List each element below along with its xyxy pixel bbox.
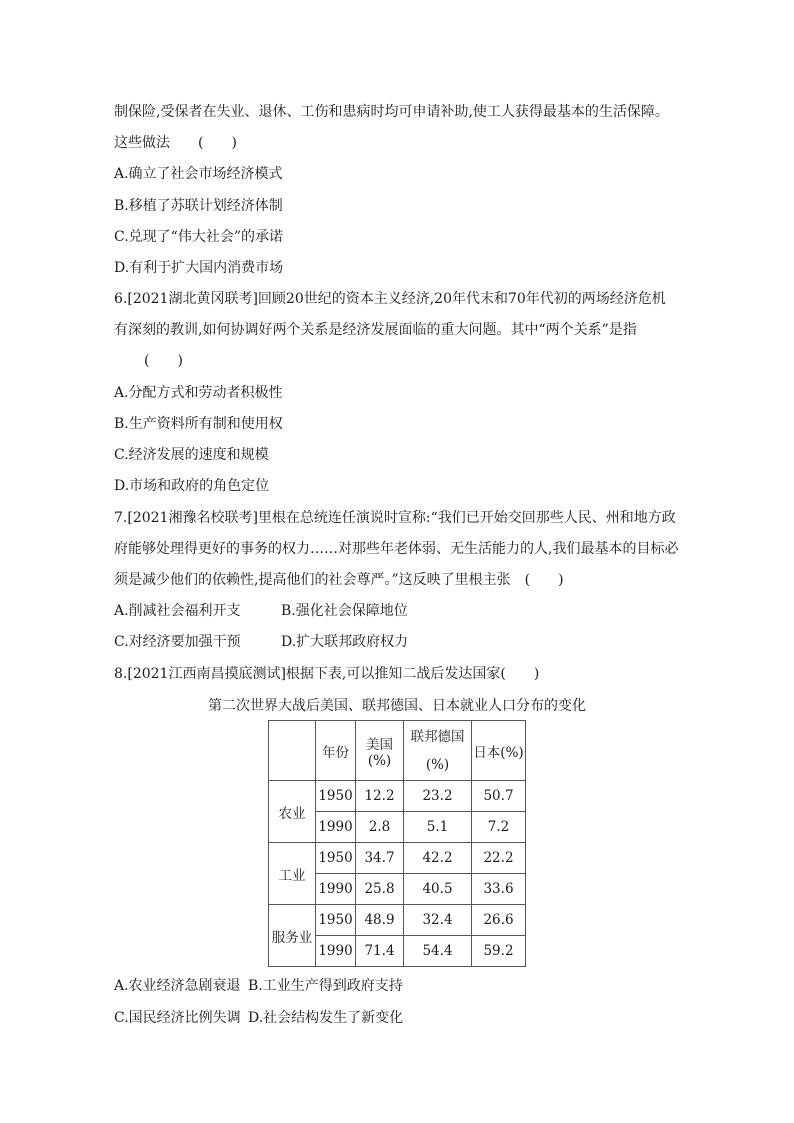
option-b: B.强化社会保障地位 [281, 603, 408, 619]
table-cell: 23.2 [404, 781, 472, 812]
table-cell: 33.6 [472, 874, 526, 905]
option-b: B.移植了苏联计划经济体制 [114, 198, 283, 214]
question-8-text: 8.[2021江西南昌摸底测试]根据下表,可以推知二战后发达国家( ) [114, 666, 540, 682]
option-c: C.经济发展的速度和规模 [114, 447, 269, 463]
option-c: C.兑现了“伟大社会”的承诺 [114, 229, 283, 245]
option-a: A.削减社会福利开支 [114, 603, 241, 619]
sector-cell: 农业 [269, 781, 316, 843]
table-caption: 第二次世界大战后美国、联邦德国、日本就业人口分布的变化 [208, 698, 586, 714]
question-7-text: 府能够处理得更好的事务的权力……对那些年老体弱、无生活能力的人,我们最基本的目标必 [114, 541, 679, 557]
table-cell: 1950 [316, 905, 356, 936]
table-cell: 1950 [316, 781, 356, 812]
question-6-text: 有深刻的教训,如何协调好两个关系是经济发展面临的重大问题。其中“两个关系”是指 [114, 322, 637, 338]
table-cell: 12.2 [356, 781, 404, 812]
table-cell: 54.4 [404, 936, 472, 967]
question-text: 制保险,受保者在失业、退休、工伤和患病时均可申请补助,使工人获得最基本的生活保障。 [114, 104, 669, 120]
table-cell: 1990 [316, 812, 356, 843]
option-d: D.有利于扩大国内消费市场 [114, 260, 284, 276]
table-cell: 1990 [316, 936, 356, 967]
table-row [269, 843, 526, 874]
option-c: C.国民经济比例失调 [114, 1010, 241, 1026]
sector-cell: 服务业 [269, 905, 316, 967]
header-cell: 联邦德国(%) [404, 721, 472, 781]
table-cell: 2.8 [356, 812, 404, 843]
table-cell: 34.7 [356, 843, 404, 874]
option-a: A.农业经济急剧衰退 [114, 978, 241, 994]
option-a: A.确立了社会市场经济模式 [114, 166, 283, 182]
header-cell: 日本(%) [472, 721, 526, 781]
table-cell: 71.4 [356, 936, 404, 967]
option-d: D.社会结构发生了新变化 [248, 1010, 404, 1026]
option-b: B.工业生产得到政府支持 [248, 978, 403, 994]
table-cell: 48.9 [356, 905, 404, 936]
table-cell: 40.5 [404, 874, 472, 905]
table-cell: 50.7 [472, 781, 526, 812]
table-header-row [269, 721, 526, 781]
table-row [269, 905, 526, 936]
table-cell: 25.8 [356, 874, 404, 905]
option-d: D.市场和政府的角色定位 [114, 478, 270, 494]
table-cell: 5.1 [404, 812, 472, 843]
question-7-text: 7.[2021湘豫名校联考]里根在总统连任演说时宣称:“我们已开始交回那些人民、州和地方政 [114, 510, 676, 526]
table-cell: 32.4 [404, 905, 472, 936]
table-cell: 1950 [316, 843, 356, 874]
question-7-text: 须是减少他们的依赖性,提高他们的社会尊严。”这反映了里根主张 ( ) [114, 572, 564, 588]
table-cell: 1990 [316, 874, 356, 905]
header-cell: 年份 [316, 721, 356, 781]
sector-cell: 工业 [269, 843, 316, 905]
option-c: C.对经济要加强干预 [114, 634, 241, 650]
table-cell: 42.2 [404, 843, 472, 874]
table-cell: 22.2 [472, 843, 526, 874]
option-b: B.生产资料所有制和使用权 [114, 416, 283, 432]
header-cell [269, 721, 316, 781]
table-cell: 26.6 [472, 905, 526, 936]
option-a: A.分配方式和劳动者积极性 [114, 385, 283, 401]
question-6-text: 6.[2021湖北黄冈联考]回顾20世纪的资本主义经济,20年代末和70年代初的两场经济危机 [114, 291, 666, 307]
table-cell: 7.2 [472, 812, 526, 843]
table-row [269, 781, 526, 812]
table-cell: 59.2 [472, 936, 526, 967]
option-d: D.扩大联邦政府权力 [281, 634, 409, 650]
question-text: 这些做法 ( ) [114, 135, 237, 151]
header-cell: 美国(%) [356, 721, 404, 781]
answer-blank: ( ) [144, 353, 183, 369]
employment-table [268, 720, 526, 967]
